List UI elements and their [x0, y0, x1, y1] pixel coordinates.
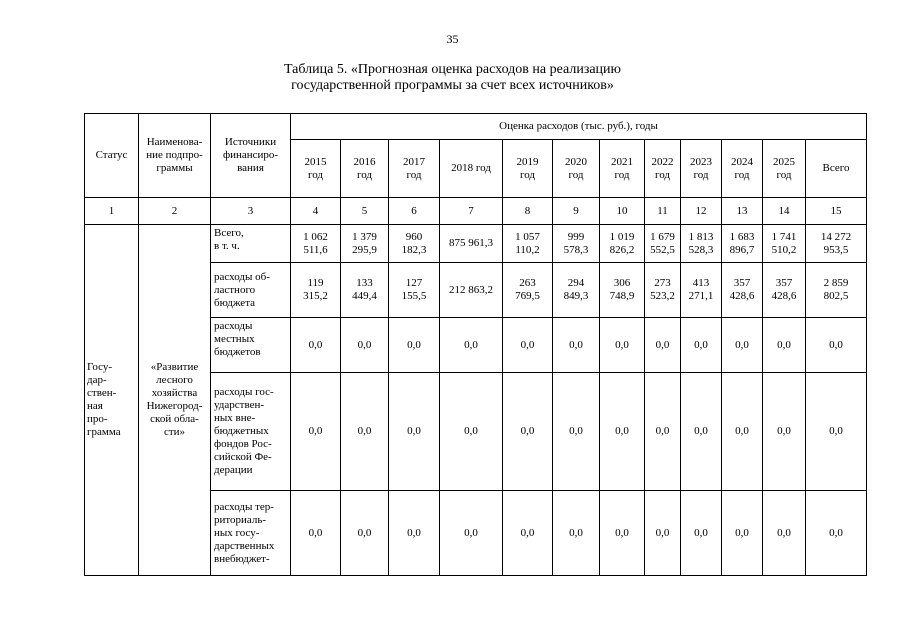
value-cell: 0,0: [440, 373, 503, 491]
value-cell: 0,0: [553, 373, 600, 491]
value-cell: 127 155,5: [389, 263, 440, 318]
value-cell: 0,0: [341, 318, 389, 373]
value-cell: 0,0: [503, 318, 553, 373]
column-number-10: 10: [600, 198, 645, 225]
expenditure-forecast-table: [84, 113, 867, 576]
column-number-12: 12: [681, 198, 722, 225]
value-cell: 0,0: [645, 318, 681, 373]
column-number-3: 3: [211, 198, 291, 225]
value-cell: 1 813 528,3: [681, 225, 722, 263]
value-cell: 0,0: [503, 491, 553, 576]
value-cell: 0,0: [291, 318, 341, 373]
value-cell: 1 062 511,6: [291, 225, 341, 263]
header-year-12: Всего: [806, 140, 867, 198]
value-cell: 1 741 510,2: [763, 225, 806, 263]
value-cell: 0,0: [440, 491, 503, 576]
value-cell: 212 863,2: [440, 263, 503, 318]
header-year-10: 2024 год: [722, 140, 763, 198]
value-cell: 0,0: [291, 373, 341, 491]
value-cell: 0,0: [722, 373, 763, 491]
header-row-column-numbers: [85, 198, 867, 225]
source-cell: расходы тер- риториаль- ных госу- дарственных внебюджет-: [211, 491, 291, 576]
value-cell: 0,0: [645, 373, 681, 491]
value-cell: 0,0: [389, 491, 440, 576]
value-cell: 0,0: [722, 491, 763, 576]
value-cell: 0,0: [291, 491, 341, 576]
page-number: 35: [446, 32, 459, 46]
header-row-top: [85, 114, 867, 140]
value-cell: 0,0: [600, 491, 645, 576]
value-cell: 0,0: [440, 318, 503, 373]
table-title-line-2: государственной программы за счет всех источников»: [291, 78, 614, 93]
value-cell: 263 769,5: [503, 263, 553, 318]
value-cell: 0,0: [763, 491, 806, 576]
value-cell: 0,0: [553, 318, 600, 373]
header-year-8: 2022 год: [645, 140, 681, 198]
column-number-6: 6: [389, 198, 440, 225]
header-subprogram: Наименова- ние подпро- граммы: [139, 114, 211, 198]
header-year-9: 2023 год: [681, 140, 722, 198]
value-cell: 0,0: [681, 318, 722, 373]
value-cell: 0,0: [389, 318, 440, 373]
value-cell: 875 961,3: [440, 225, 503, 263]
status-cell: Госу- дар- ствен- ная про- грамма: [85, 225, 139, 576]
header-year-6: 2020 год: [553, 140, 600, 198]
source-cell: расходы местных бюджетов: [211, 318, 291, 373]
header-status: Статус: [85, 114, 139, 198]
value-cell: 0,0: [806, 373, 867, 491]
value-cell: 413 271,1: [681, 263, 722, 318]
table-title: [0, 62, 905, 94]
value-cell: 1 057 110,2: [503, 225, 553, 263]
value-cell: 0,0: [763, 373, 806, 491]
value-cell: 119 315,2: [291, 263, 341, 318]
value-cell: 0,0: [553, 491, 600, 576]
value-cell: 357 428,6: [763, 263, 806, 318]
value-cell: 960 182,3: [389, 225, 440, 263]
header-year-1: 2015 год: [291, 140, 341, 198]
column-number-7: 7: [440, 198, 503, 225]
source-cell: Всего, в т. ч.: [211, 225, 291, 263]
column-number-8: 8: [503, 198, 553, 225]
row-total: [85, 225, 867, 263]
column-number-15: 15: [806, 198, 867, 225]
value-cell: 0,0: [600, 318, 645, 373]
value-cell: 133 449,4: [341, 263, 389, 318]
header-year-3: 2017 год: [389, 140, 440, 198]
column-number-13: 13: [722, 198, 763, 225]
value-cell: 0,0: [645, 491, 681, 576]
value-cell: 0,0: [722, 318, 763, 373]
value-cell: 294 849,3: [553, 263, 600, 318]
source-cell: расходы гос- ударствен- ных вне- бюджетных фондов Рос- сийской Фе- дерации: [211, 373, 291, 491]
header-estimate: Оценка расходов (тыс. руб.), годы: [291, 114, 867, 140]
header-sources: Источники финансиро- вания: [211, 114, 291, 198]
value-cell: 0,0: [806, 318, 867, 373]
header-year-4: 2018 год: [440, 140, 503, 198]
value-cell: 1 683 896,7: [722, 225, 763, 263]
value-cell: 273 523,2: [645, 263, 681, 318]
subprogram-cell: «Развитие лесного хозяйства Нижегород- ской обла- сти»: [139, 225, 211, 576]
header-year-2: 2016 год: [341, 140, 389, 198]
value-cell: 0,0: [681, 373, 722, 491]
header-year-5: 2019 год: [503, 140, 553, 198]
column-number-14: 14: [763, 198, 806, 225]
value-cell: 14 272 953,5: [806, 225, 867, 263]
value-cell: 0,0: [389, 373, 440, 491]
value-cell: 1 679 552,5: [645, 225, 681, 263]
value-cell: 1 019 826,2: [600, 225, 645, 263]
value-cell: 2 859 802,5: [806, 263, 867, 318]
value-cell: 357 428,6: [722, 263, 763, 318]
value-cell: 306 748,9: [600, 263, 645, 318]
value-cell: 0,0: [681, 491, 722, 576]
value-cell: 1 379 295,9: [341, 225, 389, 263]
value-cell: 0,0: [341, 373, 389, 491]
header-year-7: 2021 год: [600, 140, 645, 198]
header-year-11: 2025 год: [763, 140, 806, 198]
value-cell: 0,0: [806, 491, 867, 576]
column-number-5: 5: [341, 198, 389, 225]
column-number-9: 9: [553, 198, 600, 225]
column-number-11: 11: [645, 198, 681, 225]
value-cell: 0,0: [503, 373, 553, 491]
column-number-2: 2: [139, 198, 211, 225]
column-number-1: 1: [85, 198, 139, 225]
value-cell: 0,0: [763, 318, 806, 373]
table-title-line-1: Таблица 5. «Прогнозная оценка расходов на реализацию: [283, 62, 622, 77]
source-cell: расходы об- ластного бюджета: [211, 263, 291, 318]
value-cell: 999 578,3: [553, 225, 600, 263]
value-cell: 0,0: [600, 373, 645, 491]
value-cell: 0,0: [341, 491, 389, 576]
column-number-4: 4: [291, 198, 341, 225]
